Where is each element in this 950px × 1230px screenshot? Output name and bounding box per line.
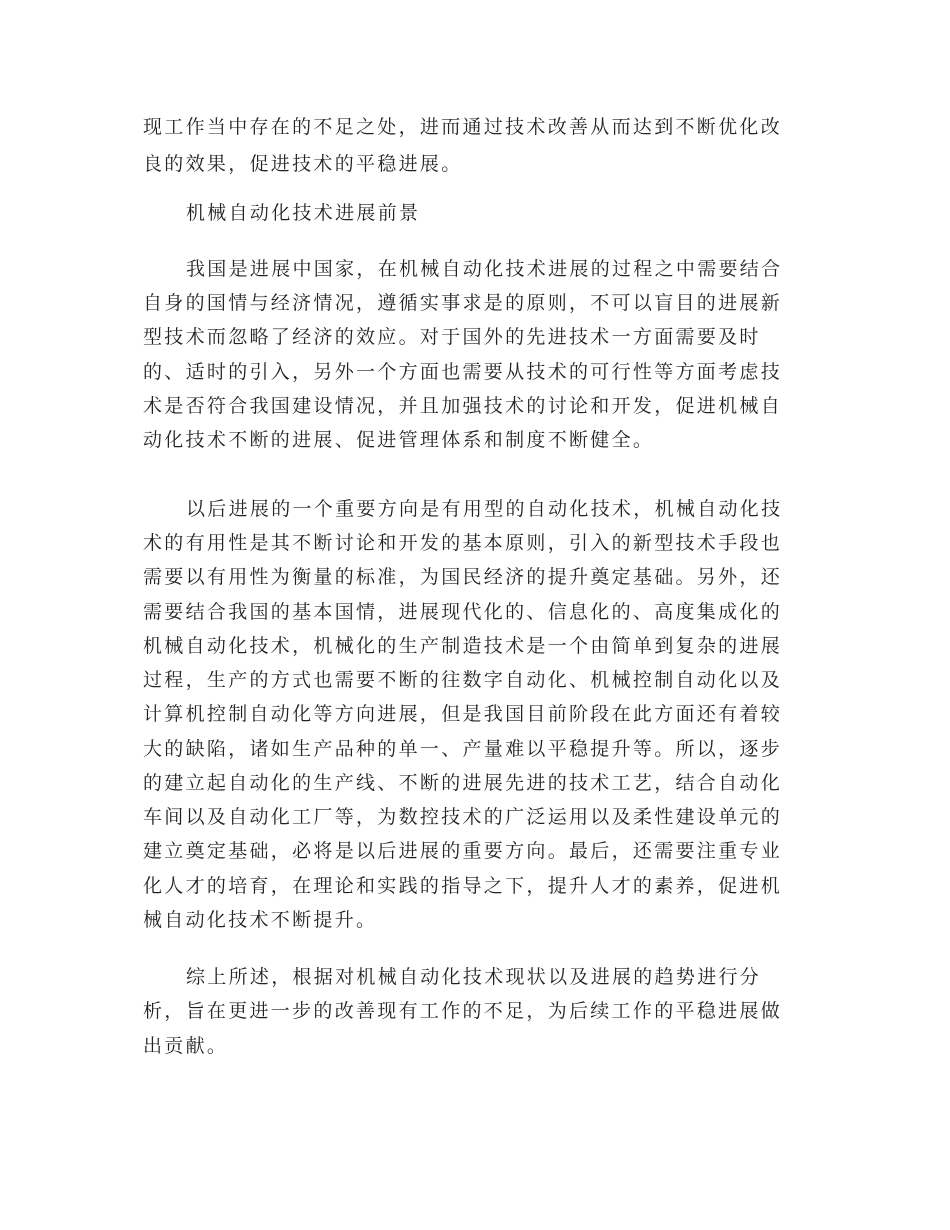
text-line: 型技术而忽略了经济的效应。对于国外的先进技术一方面需要及时 — [143, 326, 761, 348]
text-line: 动化技术不断的进展、促进管理体系和制度不断健全。 — [143, 429, 655, 451]
text-line: 大的缺陷，诸如生产品种的单一、产量难以平稳提升等。所以，逐步 — [143, 738, 783, 760]
text-line: 综上所述，根据对机械自动化技术现状以及进展的趋势进行分 — [186, 966, 762, 988]
text-line: 的建立起自动化的生产线、不断的进展先进的技术工艺，结合自动化 — [143, 772, 783, 794]
text-line: 需要结合我国的基本国情，进展现代化的、信息化的、高度集成化的 — [143, 601, 783, 623]
text-line: 以后进展的一个重要方向是有用型的自动化技术，机械自动化技 — [186, 498, 783, 520]
text-line: 良的效果，促进技术的平稳进展。 — [143, 153, 463, 175]
text-line: 械自动化技术不断提升。 — [143, 909, 378, 931]
text-line: 过程，生产的方式也需要不断的往数字自动化、机械控制自动化以及 — [143, 669, 783, 691]
text-line: 计算机控制自动化等方向进展，但是我国目前阶段在此方面还有着较 — [143, 703, 783, 725]
text-line: 我国是进展中国家，在机械自动化技术进展的过程之中需要结合 — [186, 258, 783, 280]
text-line: 需要以有用性为衡量的标准，为国民经济的提升奠定基础。另外，还 — [143, 566, 783, 588]
text-line: 车间以及自动化工厂等，为数控技术的广泛运用以及柔性建设单元的 — [143, 806, 783, 828]
heading-text: 机械自动化技术进展前景 — [186, 202, 421, 224]
text-line: 机械自动化技术，机械化的生产制造技术是一个由简单到复杂的进展 — [143, 635, 783, 657]
text-line: 出贡献。 — [143, 1035, 229, 1057]
text-line: 术是否符合我国建设情况，并且加强技术的讨论和开发，促进机械自 — [143, 395, 783, 417]
text-line: 建立奠定基础，必将是以后进展的重要方向。最后，还需要注重专业 — [143, 840, 783, 862]
text-line: 术的有用性是其不断讨论和开发的基本原则，引入的新型技术手段也 — [143, 532, 783, 554]
text-line: 析，旨在更进一步的改善现有工作的不足，为后续工作的平稳进展做 — [143, 1000, 783, 1022]
text-line: 的、适时的引入，另外一个方面也需要从技术的可行性等方面考虑技 — [143, 361, 783, 383]
text-line: 现工作当中存在的不足之处，进而通过技术改善从而达到不断优化改 — [143, 116, 783, 138]
text-line: 化人才的培育，在理论和实践的指导之下，提升人才的素养，促进机 — [143, 875, 783, 897]
text-line: 自身的国情与经济情况，遵循实事求是的原则，不可以盲目的进展新 — [143, 292, 783, 314]
